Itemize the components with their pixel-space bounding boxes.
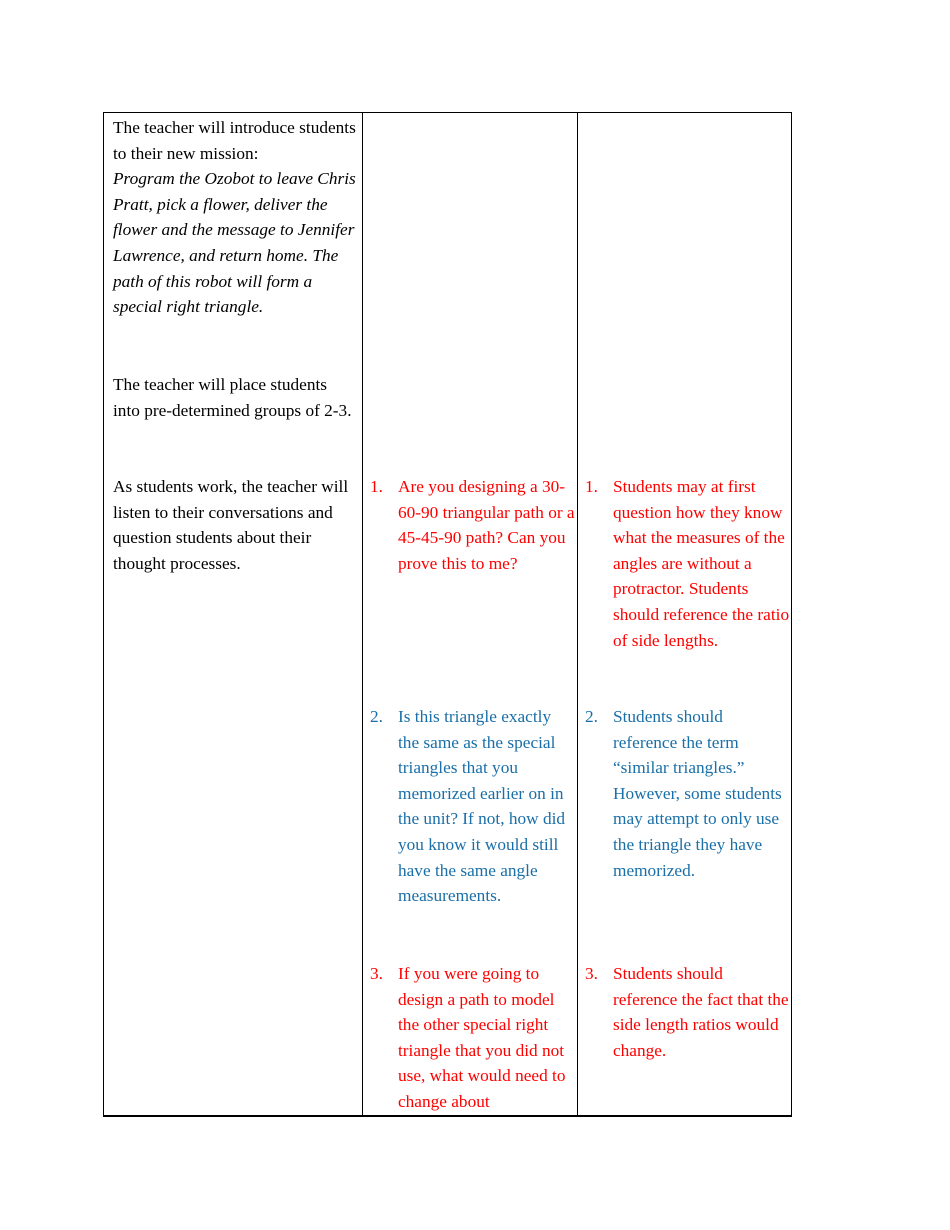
expected-responses-column	[577, 113, 791, 1115]
question-text: Is this triangle exactly the same as the special triangles that you memorized earlier on in the unit? If not, how did you know it would still have the same angle measurements.	[398, 707, 566, 906]
questions-column	[362, 113, 577, 1115]
lesson-table	[103, 112, 792, 1117]
list-number: 2.	[585, 707, 598, 726]
mission-paragraph	[113, 115, 358, 320]
response-text: Students should reference the fact that the side length ratios would change.	[613, 964, 789, 1060]
mission-statement: Program the Ozobot to leave Chris Pratt, pick a flower, deliver the flower and the message to Jennifer Lawrence, and return home. The path of this robot will form a special right triangle.	[113, 169, 356, 317]
list-number: 2.	[370, 707, 383, 726]
response-text: Students may at first question how they know what the measures of the angles are without a protractor. Students should reference the ratio of side lengths.	[613, 477, 790, 650]
list-number: 1.	[370, 477, 383, 496]
monitoring-paragraph: As students work, the teacher will listen to their conversations and question students about their thought processes.	[113, 477, 349, 573]
list-number: 3.	[370, 964, 383, 983]
question-text: If you were going to design a path to model the other special right triangle that you did not use, what would need to change about	[398, 964, 566, 1111]
mission-intro: The teacher will introduce students to their new mission:	[113, 118, 356, 163]
list-number: 1.	[585, 477, 598, 496]
list-number: 3.	[585, 964, 598, 983]
response-text: Students should reference the term “similar triangles.” However, some students may attempt to only use the triangle they have memorized.	[613, 707, 782, 880]
teacher-actions-column	[104, 113, 362, 1115]
question-text: Are you designing a 30-60-90 triangular path or a 45-45-90 path? Can you prove this to me?	[398, 477, 575, 573]
grouping-paragraph: The teacher will place students into pre-determined groups of 2-3.	[113, 375, 352, 420]
